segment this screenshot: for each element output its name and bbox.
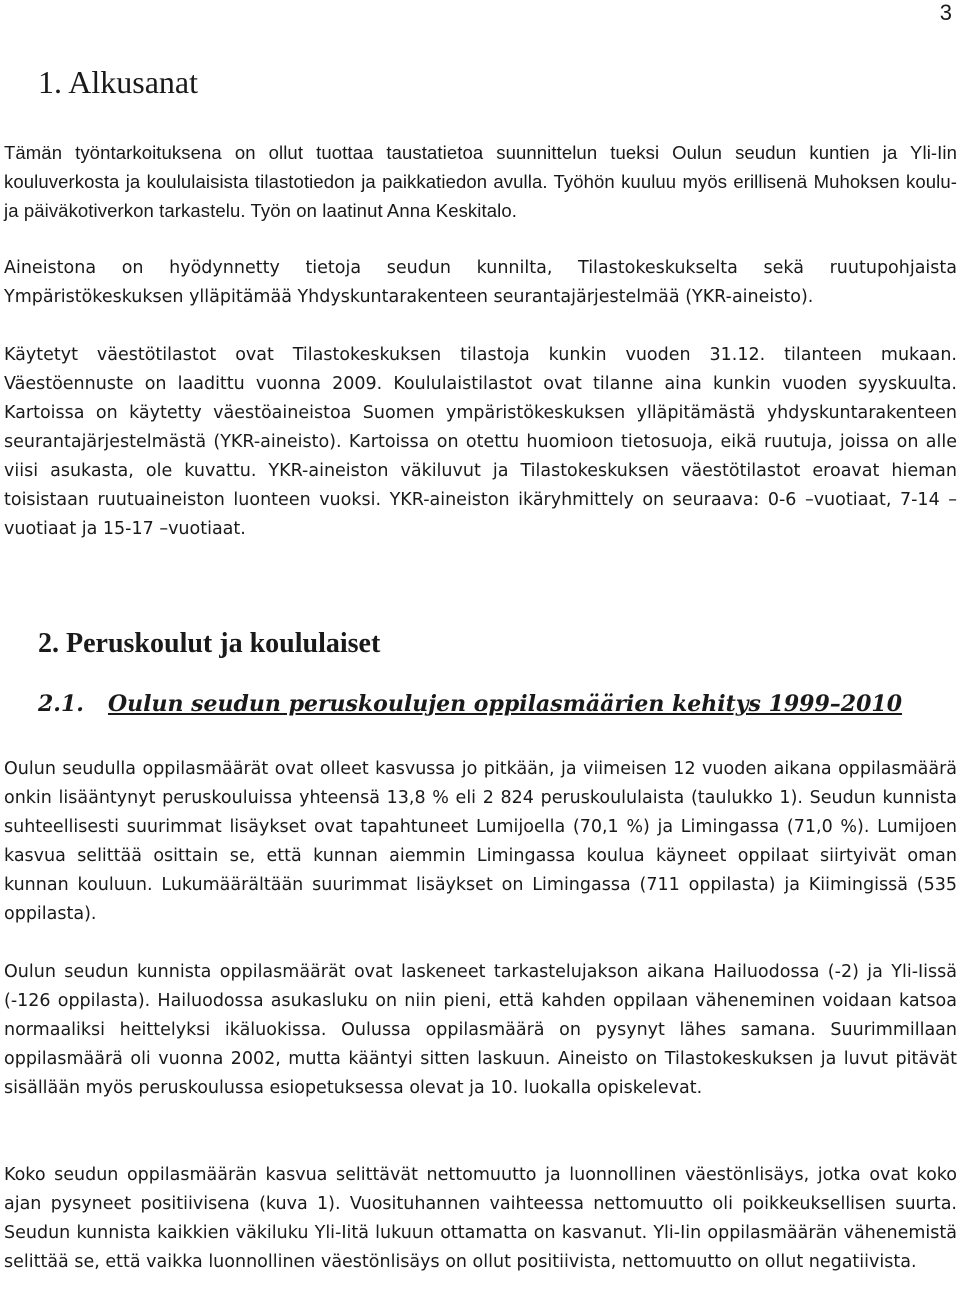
subsection-title: Oulun seudun peruskoulujen oppilasmäärien kehitys 1999–2010 [108,691,903,717]
section-heading-peruskoulut: 2. Peruskoulut ja koululaiset [38,628,381,659]
growth-paragraph: Oulun seudulla oppilasmäärät ovat olleet kasvussa jo pitkään, ja viimeisen 12 vuoden aikana oppilasmäärä onkin lisääntynyt peruskouluissa yhteensä 13,8 % eli 2 824 peruskoululaista (taulukko 1). Seudun kunnista suhteellisesti suurimmat lisäykset ovat tapahtuneet Lumijoella (70,1 %) ja Limingassa (71,0 %). Lumijoen kasvua selittää osittain se, että kunnan aiemmin Limingassa koulua käyneet oppilaat siirtyivät oman kunnan kouluun. Lukumäärältään suurimmat lisäykset on Limingassa (711 oppilasta) ja Kiimingissä (535 oppilasta). [4,759,957,924]
migration-paragraph: Koko seudun oppilasmäärän kasvua selittävät nettomuutto ja luonnollinen väestönlisäys, jotka ovat koko ajan pysyneet positiivisena (kuva 1). Vuosituhannen vaihteessa nettomuutto oli poikkeuksellisen suurta. Seudun kunnista kaikkien väkiluku Yli-Iitä lukuun ottamatta on kasvanut. Yli-Iin oppilasmäärän vähenemistä selittää se, että vaikka luonnollinen väestönlisäys on ollut positiivista, nettomuutto on ollut negatiivista. [4,1165,957,1272]
subsection-heading [38,684,902,724]
page-number: 3 [939,0,952,25]
section-heading-alkusanat: 1. Alkusanat [38,64,198,100]
data-sources-paragraph: Aineistona on hyödynnetty tietoja seudun kunnilta, Tilastokeskukselta sekä ruutupohjaista Ympäristökeskuksen ylläpitämää Yhdyskuntarakenteen seurantajärjestelmää (YKR-aineisto). [4,258,957,307]
intro-paragraph: Tämän työntarkoituksena on ollut tuottaa taustatietoa suunnittelun tueksi Oulun seudun kuntien ja Yli-Iin kouluverkosta ja koululaisista tilastotiedon ja paikkatiedon avulla. Työhön kuuluu myös erillisenä Muhoksen koulu- ja päiväkotiverkon tarkastelu. Työn on laatinut Anna Keskitalo. [4,142,957,221]
decline-paragraph: Oulun seudun kunnista oppilasmäärät ovat laskeneet tarkastelujakson aikana Hailuodossa (-2) ja Yli-Iissä (-126 oppilasta). Hailuodossa asukasluku on niin pieni, että kahden oppilaan väheneminen voidaan katsoa normaaliksi heittelyksi ikäluokissa. Oulussa oppilasmäärä on pysynyt lähes samana. Suurimmillaan oppilasmäärä oli vuonna 2002, mutta kääntyi sitten laskuun. Aineisto on Tilastokeskuksen ja luvut pitävät sisällään myös peruskoulussa esiopetuksessa olevat ja 10. luokalla opiskelevat. [4,962,957,1098]
statistics-paragraph: Käytetyt väestötilastot ovat Tilastokeskuksen tilastoja kunkin vuoden 31.12. tilanteen mukaan. Väestöennuste on laadittu vuonna 2009. Koululaistilastot ovat tilanne aina kunkin vuoden syyskuulta. Kartoissa on käytetty väestöaineistoa Suomen ympäristökeskuksen ylläpitämästä yhdyskuntarakenteen seurantajärjestelmästä (YKR-aineisto). Kartoissa on otettu huomioon tietosuoja, eikä ruutuja, joissa on alle viisi asukasta, ole kuvattu. YKR-aineiston väkiluvut ja Tilastokeskuksen väestötilastot eroavat hieman toisistaan ruutuaineiston luonteen vuoksi. YKR-aineiston ikäryhmittely on seuraava: 0-6 –vuotiaat, 7-14 –vuotiaat ja 15-17 –vuotiaat. [4,345,957,539]
subsection-number: 2.1. [38,691,84,717]
